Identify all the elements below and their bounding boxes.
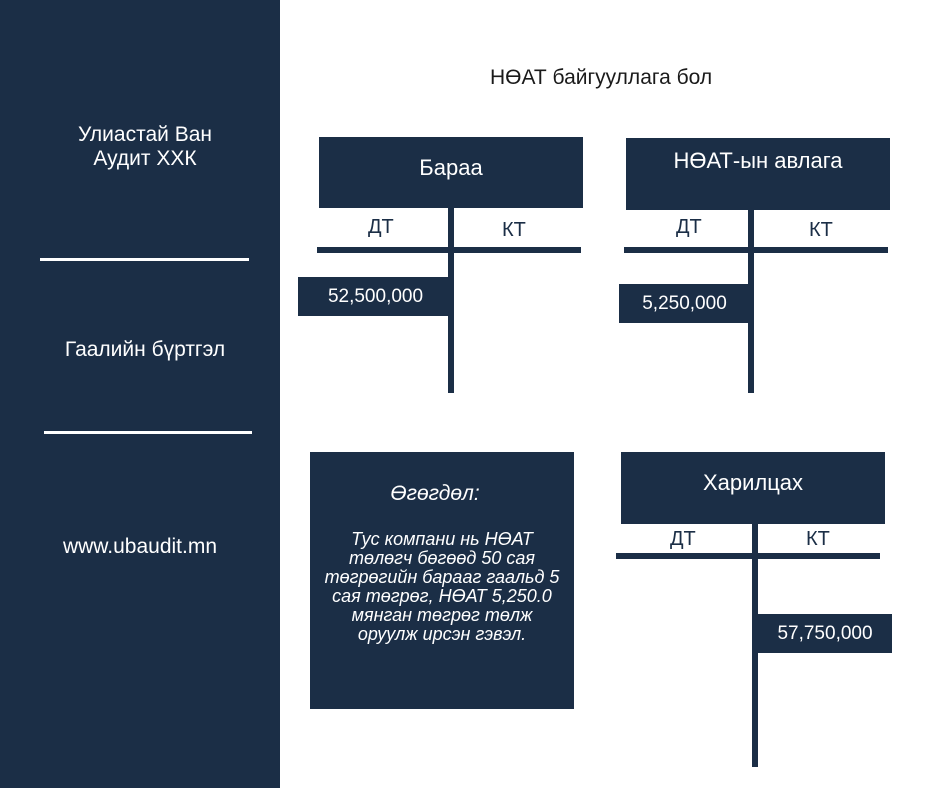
debit-label: ДТ <box>368 216 394 238</box>
account-header <box>319 137 583 208</box>
company-name-line1: Улиастай Ван <box>77 123 212 146</box>
account-name: Харилцах <box>702 470 804 495</box>
account-name: НӨАТ-ын авлага <box>673 148 843 173</box>
t-account-horizontal-bar <box>624 247 888 253</box>
credit-amount: 57,750,000 <box>758 614 892 653</box>
data-box-title: Өгөгдөл: <box>390 482 480 505</box>
data-box <box>310 452 574 709</box>
website-link[interactable]: www.ubaudit.mn <box>62 535 218 558</box>
account-name: Бараа <box>419 155 483 180</box>
sidebar <box>0 0 280 788</box>
page-title: НӨАТ байгууллага бол <box>490 66 713 89</box>
debit-label: ДТ <box>670 528 696 550</box>
credit-label: КТ <box>502 219 526 241</box>
section-title: Гаалийн бүртгэл <box>64 338 226 361</box>
sidebar-divider-top <box>40 258 249 261</box>
sidebar-divider-bottom <box>44 431 252 434</box>
debit-amount: 5,250,000 <box>619 284 750 323</box>
t-account-horizontal-bar <box>616 553 880 559</box>
account-header <box>626 138 890 210</box>
data-box-text: Тус компани нь НӨАТ төлөгч бөгөөд 50 сая төгрөгийн барааг гаальд 5 сая төгрөг, НӨАТ 5,250.0 мянган төгрөг төлж оруулж ирсэн гэвэл. <box>324 529 560 644</box>
debit-amount: 52,500,000 <box>298 277 453 316</box>
account-header <box>621 452 885 524</box>
credit-label: КТ <box>806 528 830 550</box>
company-name-line2: Аудит ХХК <box>93 147 197 170</box>
debit-label: ДТ <box>676 216 702 238</box>
credit-label: КТ <box>809 219 833 241</box>
